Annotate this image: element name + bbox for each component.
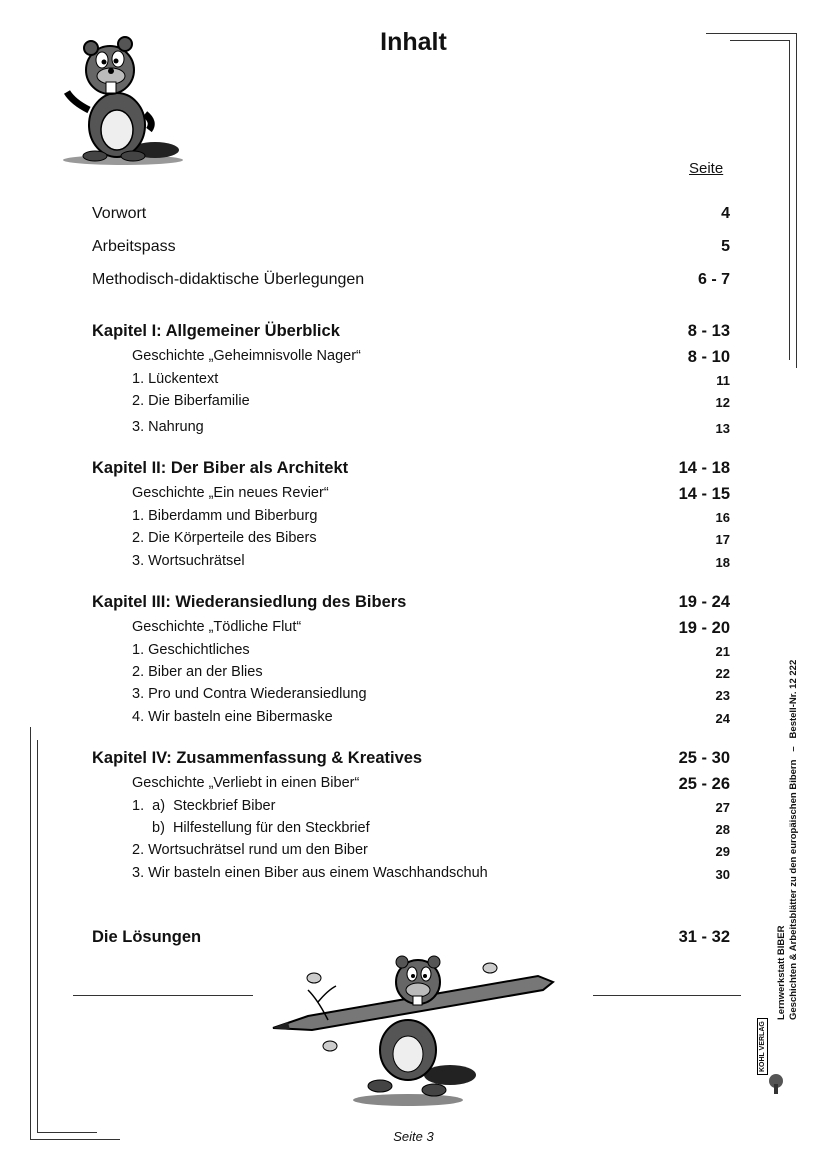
chapter-pages: 19 - 24 bbox=[678, 593, 730, 611]
page-number-footer: Seite 3 bbox=[393, 1129, 434, 1144]
story-entry bbox=[92, 485, 730, 509]
toc-item-label: 4. Wir basteln eine Bibermaske bbox=[132, 709, 333, 725]
story-pages: 25 - 26 bbox=[678, 775, 730, 793]
toc-item-label: b) Hilfestellung für den Steckbrief bbox=[152, 820, 370, 836]
story-label: Geschichte „Geheimnisvolle Nager“ bbox=[132, 348, 361, 364]
toc-entry-page: 4 bbox=[721, 205, 730, 222]
chapter-pages: 25 - 30 bbox=[678, 749, 730, 767]
publisher-logo-text: KOHL VERLAG bbox=[757, 1018, 768, 1075]
chapter-heading bbox=[92, 749, 730, 773]
bottom-rule-right bbox=[593, 995, 741, 996]
story-label: Geschichte „Ein neues Revier“ bbox=[132, 485, 329, 501]
story-entry bbox=[92, 775, 730, 799]
toc-item bbox=[92, 686, 730, 710]
toc-item bbox=[92, 709, 730, 733]
chapter-title: Kapitel I: Allgemeiner Überblick bbox=[92, 322, 340, 340]
toc-entry bbox=[92, 238, 730, 262]
toc-item-page: 24 bbox=[715, 711, 730, 726]
toc-item bbox=[92, 508, 730, 532]
toc-item-page: 21 bbox=[715, 644, 730, 659]
toc-item bbox=[92, 393, 730, 417]
toc-entry-label: Arbeitspass bbox=[92, 238, 176, 255]
toc-item bbox=[92, 553, 730, 577]
toc-item bbox=[92, 842, 730, 866]
toc-item-label: 1. a) Steckbrief Biber bbox=[132, 798, 276, 814]
toc-item bbox=[92, 820, 730, 844]
chapter-title: Kapitel II: Der Biber als Architekt bbox=[92, 459, 349, 477]
toc-entry-label: Vorwort bbox=[92, 205, 147, 222]
solutions-heading bbox=[92, 928, 730, 952]
frame-right-vertical bbox=[796, 33, 797, 368]
toc-item-label: 2. Die Körperteile des Bibers bbox=[132, 530, 317, 546]
chapter-heading bbox=[92, 459, 730, 483]
toc-item-page: 11 bbox=[716, 373, 730, 388]
toc-item bbox=[92, 798, 730, 822]
toc-item-page: 28 bbox=[715, 822, 730, 837]
solutions-pages: 31 - 32 bbox=[678, 928, 730, 946]
toc-item-page: 13 bbox=[715, 421, 730, 436]
frame-right-vertical-inner bbox=[789, 40, 790, 360]
toc-item-page: 29 bbox=[715, 844, 730, 859]
series-title: Lernwerkstatt BIBER bbox=[776, 925, 787, 1020]
toc-item-page: 12 bbox=[715, 395, 730, 410]
toc-item-page: 30 bbox=[715, 867, 730, 882]
toc-item-page: 23 bbox=[715, 688, 730, 703]
chapter-heading bbox=[92, 593, 730, 617]
toc-item-label: 3. Wir basteln einen Biber aus einem Waschhandschuh bbox=[132, 865, 488, 881]
frame-left-vertical-inner bbox=[37, 740, 38, 1132]
story-label: Geschichte „Verliebt in einen Biber“ bbox=[132, 775, 360, 791]
toc-item bbox=[92, 664, 730, 688]
toc-item-label: 3. Wortsuchrätsel bbox=[132, 553, 245, 569]
story-pages: 19 - 20 bbox=[678, 619, 730, 637]
chapter-title: Kapitel III: Wiederansiedlung des Bibers bbox=[92, 593, 407, 611]
toc-item-page: 27 bbox=[715, 800, 730, 815]
toc-item-page: 17 bbox=[715, 532, 730, 547]
publisher-logo bbox=[757, 1021, 769, 1075]
toc-item-label: 1. Geschichtliches bbox=[132, 642, 250, 658]
toc-item-page: 18 bbox=[715, 555, 730, 570]
seite-column-header: Seite bbox=[689, 160, 724, 177]
toc-item-page: 16 bbox=[715, 510, 730, 525]
toc-item-label: 2. Biber an der Blies bbox=[132, 664, 263, 680]
toc-item-label: 2. Die Biberfamilie bbox=[132, 393, 250, 409]
toc-entry-label: Methodisch-didaktische Überlegungen bbox=[92, 271, 365, 288]
frame-left-vertical bbox=[30, 727, 31, 1139]
toc-item-label: 3. Pro und Contra Wiederansiedlung bbox=[132, 686, 367, 702]
toc-entry bbox=[92, 205, 730, 229]
story-entry bbox=[92, 619, 730, 643]
toc-entry-page: 5 bbox=[721, 238, 730, 255]
toc-item bbox=[92, 419, 730, 443]
story-pages: 14 - 15 bbox=[678, 485, 730, 503]
publisher-side-note bbox=[776, 660, 800, 1020]
story-pages: 8 - 10 bbox=[687, 348, 730, 366]
book-subtitle-order-number: Geschichten & Arbeitsblätter zu den europäischen Bibern – Bestell-Nr. 12 222 bbox=[788, 659, 799, 1020]
story-entry bbox=[92, 348, 730, 372]
publisher-logo-icon bbox=[766, 1072, 786, 1096]
toc-item bbox=[92, 642, 730, 666]
page-title: Inhalt bbox=[380, 28, 447, 56]
toc-item bbox=[92, 530, 730, 554]
chapter-pages: 14 - 18 bbox=[678, 459, 730, 477]
chapter-heading bbox=[92, 322, 730, 346]
toc-item-label: 2. Wortsuchrätsel rund um den Biber bbox=[132, 842, 368, 858]
beaver-branch-illustration bbox=[268, 950, 558, 1110]
toc-entry bbox=[92, 271, 730, 295]
toc-item-label: 1. Lückentext bbox=[132, 371, 219, 387]
solutions-title: Die Lösungen bbox=[92, 928, 202, 946]
toc-item-label: 3. Nahrung bbox=[132, 419, 204, 435]
story-label: Geschichte „Tödliche Flut“ bbox=[132, 619, 302, 635]
toc-item bbox=[92, 865, 730, 889]
bottom-rule-left bbox=[73, 995, 253, 996]
toc-item bbox=[92, 371, 730, 395]
toc-item-page: 22 bbox=[715, 666, 730, 681]
chapter-title: Kapitel IV: Zusammenfassung & Kreatives bbox=[92, 749, 423, 767]
chapter-pages: 8 - 13 bbox=[687, 322, 730, 340]
toc-entry-page: 6 - 7 bbox=[697, 271, 730, 288]
toc-item-label: 1. Biberdamm und Biberburg bbox=[132, 508, 318, 524]
